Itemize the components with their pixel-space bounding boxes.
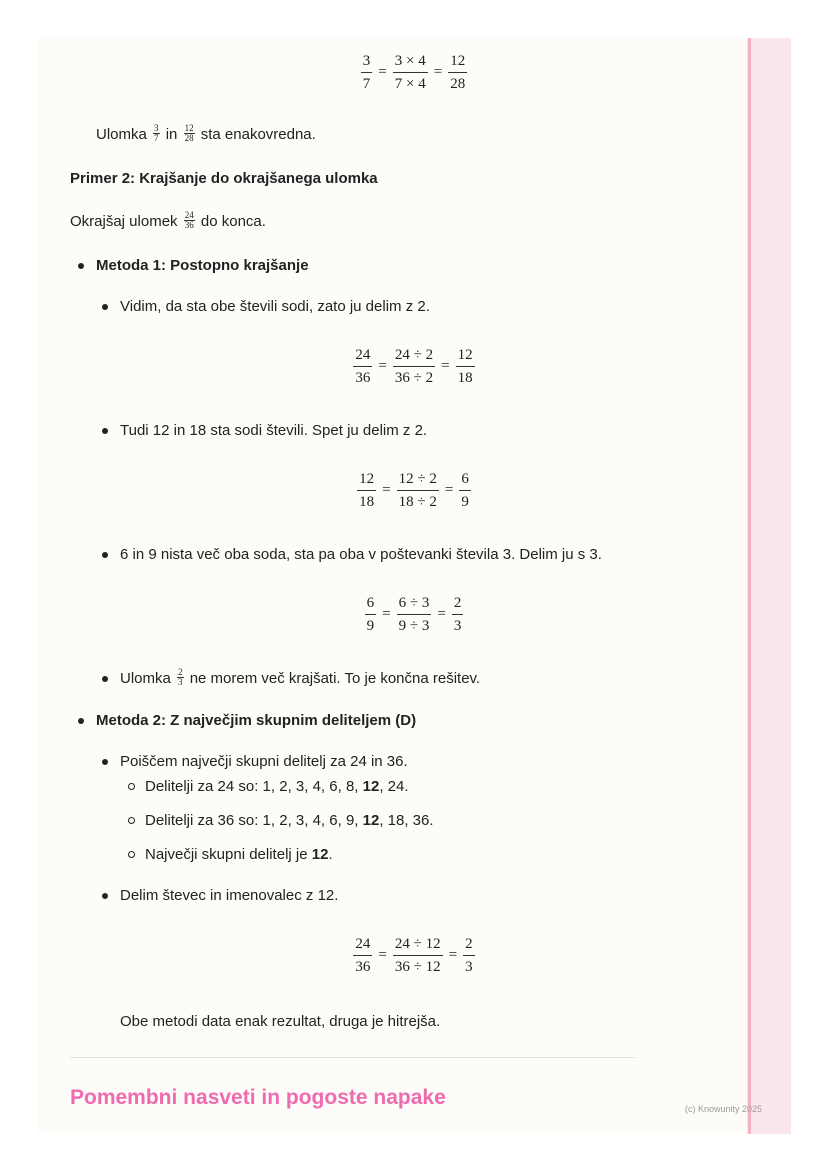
equation-method1-c: [0, 594, 828, 635]
equals-sign: =: [382, 482, 391, 498]
equals-sign: =: [378, 64, 387, 80]
fraction: $\frac{3 \times 4}{7 \times 4}$: [394, 53, 426, 92]
equation-method1-a: [0, 346, 828, 387]
equals-sign: =: [378, 358, 387, 374]
equals-sign: =: [382, 606, 391, 622]
equals-sign: =: [433, 64, 443, 80]
method1-step: Tudi 12 in 18 sta sodi števili. Spet ju delim z 2.: [120, 422, 428, 439]
fraction: $\frac{24 \div 12}{36 \div 12}$: [394, 936, 441, 975]
method2-title: Metoda 2: Z največjim skupnim deliteljem (D): [96, 712, 417, 729]
equation-method2: [0, 935, 828, 976]
method1-title: Metoda 1: Postopno krajšanje: [96, 257, 309, 274]
fraction: $\frac{2}{3}$: [465, 936, 473, 975]
copyright-footer: (c) Knowunity 2025: [685, 1104, 763, 1114]
inline-fraction: $\frac{3}{7}$: [154, 122, 159, 143]
equation-expand: [0, 52, 828, 93]
method2-step: Poiščem največji skupni delitelj za 24 in 36.: [120, 753, 408, 770]
fraction: $\frac{6}{9}$: [366, 595, 375, 634]
method1-step: Ulomka $\frac{2}{3}$ ne morem več krajšati. To je končna rešitev.: [120, 666, 481, 687]
gcd-statement: Največji skupni delitelj je 12.: [145, 846, 333, 863]
equivalent-statement: Ulomka $\frac{3}{7}$ in $\frac{12}{28}$ sta enakovredna.: [96, 122, 316, 143]
equals-sign: =: [448, 947, 458, 963]
inline-fraction: $\frac{12}{28}$: [184, 122, 194, 143]
divisors-36: Delitelji za 36 so: 1, 2, 3, 4, 6, 9, 12, 18, 36.: [145, 812, 434, 829]
equation-method1-b: [0, 470, 828, 511]
method1-step: Vidim, da sta obe števili sodi, zato ju delim z 2.: [120, 298, 430, 315]
fraction: $\frac{3}{7}$: [362, 53, 371, 92]
divisors-24: Delitelji za 24 so: 1, 2, 3, 4, 6, 8, 12, 24.: [145, 778, 409, 795]
equals-sign: =: [378, 947, 387, 963]
inline-fraction: $\frac{24}{36}$: [184, 209, 194, 230]
conclusion: Obe metodi data enak rezultat, druga je hitrejša.: [120, 1013, 441, 1030]
fraction: $\frac{24}{36}$: [355, 347, 371, 386]
fraction: $\frac{6 \div 3}{9 \div 3}$: [398, 595, 430, 634]
fraction: $\frac{12}{18}$: [457, 347, 473, 386]
task-statement: Okrajšaj ulomek $\frac{24}{36}$ do konca.: [70, 209, 266, 230]
fraction: $\frac{24}{36}$: [355, 936, 371, 975]
fraction: $\frac{12}{28}$: [450, 53, 466, 92]
fraction: $\frac{24 \div 2}{36 \div 2}$: [394, 347, 434, 386]
example-title: Primer 2: Krajšanje do okrajšanega ulomka: [70, 170, 378, 187]
fraction: $\frac{2}{3}$: [453, 595, 462, 634]
fraction: $\frac{12 \div 2}{18 \div 2}$: [398, 471, 437, 510]
fraction: $\frac{12}{18}$: [359, 471, 375, 510]
fraction: $\frac{6}{9}$: [461, 471, 469, 510]
equals-sign: =: [444, 482, 454, 498]
method2-step: Delim števec in imenovalec z 12.: [120, 887, 339, 904]
equals-sign: =: [437, 606, 446, 622]
section-heading: Pomembni nasveti in pogoste napake: [70, 1086, 446, 1109]
equals-sign: =: [441, 358, 450, 374]
divider: [70, 1057, 635, 1058]
inline-fraction: $\frac{2}{3}$: [178, 666, 183, 687]
method1-step: 6 in 9 nista več oba soda, sta pa oba v poštevanki števila 3. Delim ju s 3.: [120, 546, 602, 563]
